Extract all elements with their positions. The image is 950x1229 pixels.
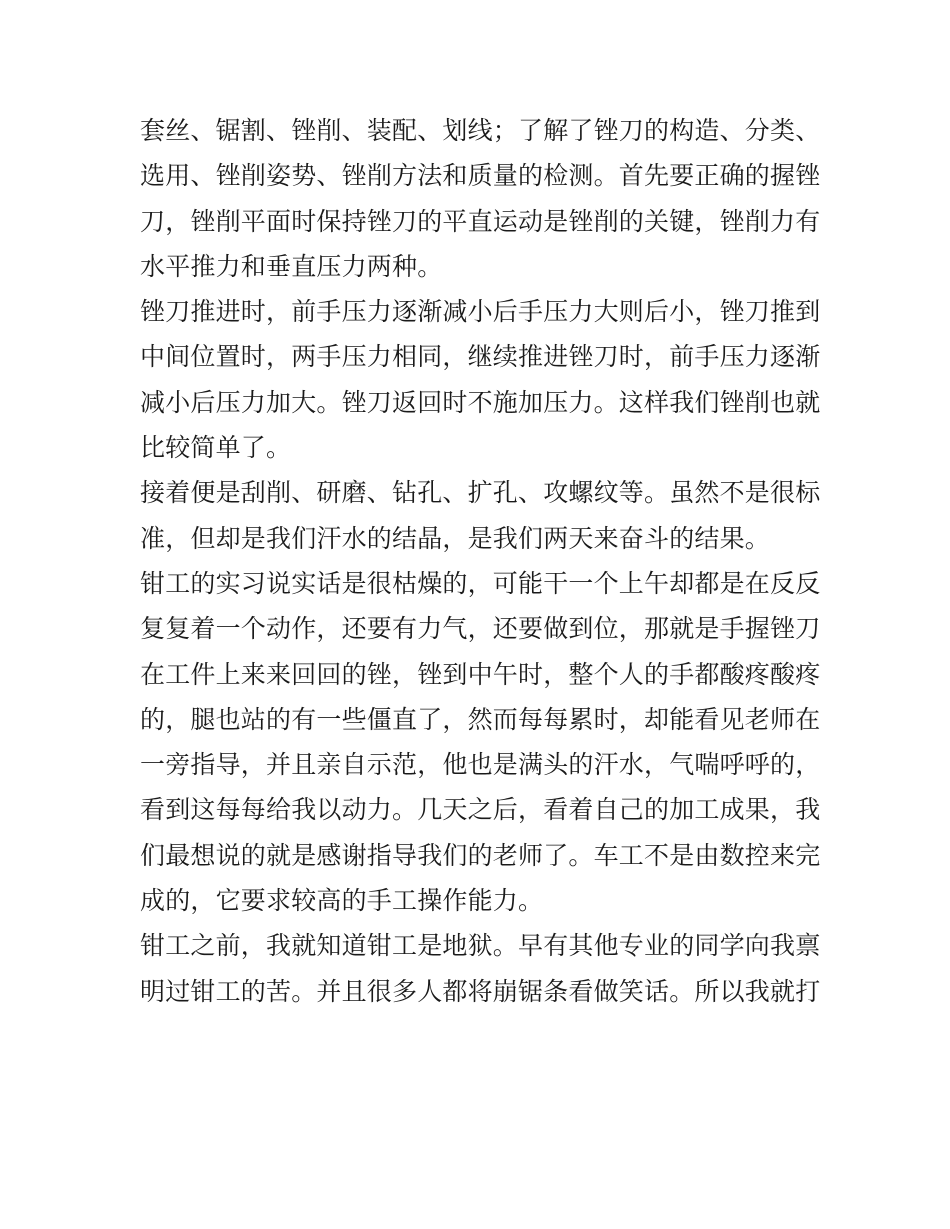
text-line: 一旁指导，并且亲自示范，他也是满头的汗水，气喘呼呼的， bbox=[140, 750, 821, 780]
text-line: 选用、锉削姿势、锉削方法和质量的检测。首先要正确的握锉 bbox=[140, 161, 821, 191]
text-line: 成的，它要求较高的手工操作能力。 bbox=[140, 886, 544, 916]
text-line: 的，腿也站的有一些僵直了，然而每每累时，却能看见老师在 bbox=[140, 704, 821, 734]
text-line: 减小后压力加大。锉刀返回时不施加压力。这样我们锉削也就 bbox=[140, 387, 821, 417]
text-line: 准，但却是我们汗水的结晶，是我们两天来奋斗的结果。 bbox=[140, 523, 771, 553]
text-line: 们最想说的就是感谢指导我们的老师了。车工不是由数控来完 bbox=[140, 840, 821, 870]
text-line: 套丝、锯割、锉削、装配、划线；了解了锉刀的构造、分类、 bbox=[140, 116, 821, 145]
text-line: 看到这每每给我以动力。几天之后，看着自己的加工成果，我 bbox=[140, 795, 821, 825]
text-line: 比较简单了。 bbox=[140, 433, 292, 463]
text-line: 水平推力和垂直压力两种。 bbox=[140, 251, 443, 281]
text-line: 明过钳工的苦。并且很多人都将崩锯条看做笑话。所以我就打 bbox=[140, 976, 821, 1006]
text-line: 钳工的实习说实话是很枯燥的，可能干一个上午却都是在反反 bbox=[140, 568, 821, 598]
text-line: 刀，锉削平面时保持锉刀的平直运动是锉削的关键，锉削力有 bbox=[140, 206, 821, 236]
text-line: 中间位置时，两手压力相同，继续推进锉刀时，前手压力逐渐 bbox=[140, 342, 821, 372]
text-line: 锉刀推进时，前手压力逐渐减小后手压力大则后小，锉刀推到 bbox=[140, 297, 821, 327]
text-line: 复复着一个动作，还要有力气，还要做到位，那就是手握锉刀 bbox=[140, 614, 821, 644]
text-line: 钳工之前，我就知道钳工是地狱。早有其他专业的同学向我禀 bbox=[140, 931, 821, 961]
text-line: 在工件上来来回回的锉，锉到中午时，整个人的手都酸疼酸疼 bbox=[140, 659, 821, 689]
body-text bbox=[140, 108, 821, 1014]
text-line: 接着便是刮削、研磨、钻孔、扩孔、攻螺纹等。虽然不是很标 bbox=[140, 478, 821, 508]
